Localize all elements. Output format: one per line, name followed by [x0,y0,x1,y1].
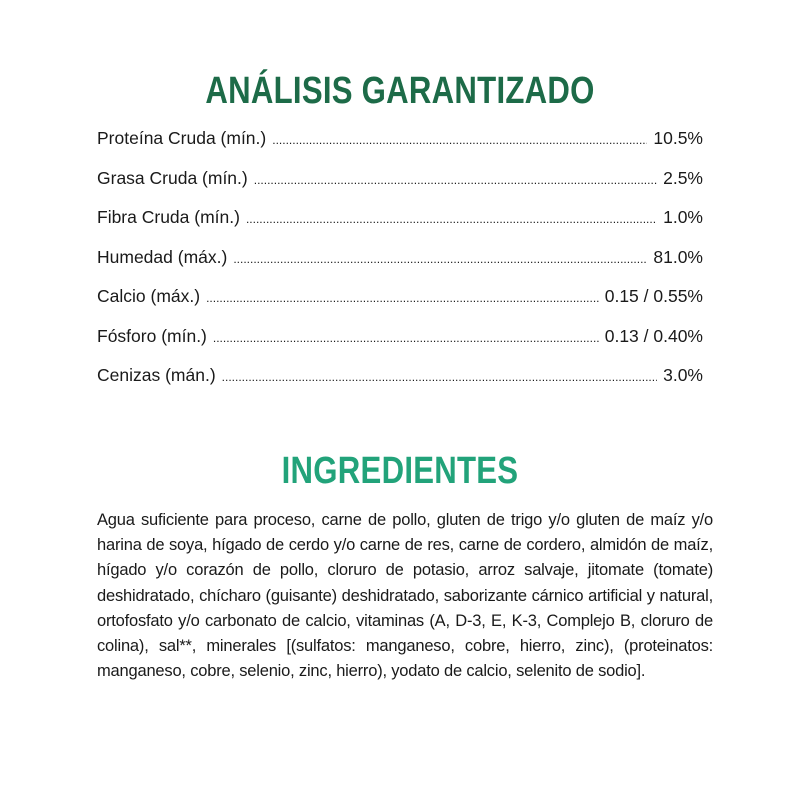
dot-leader [272,134,647,146]
row-value: 0.13 / 0.40% [604,325,703,346]
ingredients-text: Agua suficiente para proceso, carne de pollo, gluten de trigo y/o gluten de maíz y/o harina de soya, hígado de cerdo y/o carne de res, carne de cordero, almidón de maíz, hígado y/o corazón de pollo, cloruro de potasio, arroz salvaje, jitomate (tomate) deshidratado, chícharo (guisante) deshidratado, saborizante cárnico artificial y natural, ortofosfato y/o carbonato de calcio, vitaminas (A, D-3, E, K-3, Complejo B, cloruro de colina), sal**, minerales [(sulfatos: manganeso, cobre, hierro, zinc), (proteinatos: manganeso, cobre, selenio, zinc, hierro), yodato de calcio, selenito de sodio]. [97,511,713,681]
dot-leader [222,371,657,383]
dot-leader [233,253,647,265]
row-label: Humedad (máx.) [97,246,228,267]
analysis-row-phosphorus [97,326,703,366]
dot-leader [213,332,599,344]
row-value: 2.5% [663,167,703,188]
row-value: 0.15 / 0.55% [604,286,703,306]
row-label: Cenizas (mán.) [97,365,216,385]
analysis-row-fat [97,168,703,208]
row-label: Grasa Cruda (mín.) [97,167,248,188]
row-value: 3.0% [663,365,703,385]
row-label: Proteína Cruda (mín.) [97,128,267,148]
dot-leader [246,213,657,225]
dot-leader [206,292,599,304]
analysis-heading: ANÁLISIS GARANTIZADO [205,70,595,112]
row-label: Calcio (máx.) [97,286,201,306]
ingredients-heading: INGREDIENTES [281,450,519,492]
row-value: 1.0% [663,207,703,227]
analysis-row-calcium [97,286,703,326]
analysis-row-protein [97,128,703,168]
row-label: Fósforo (mín.) [97,325,207,346]
row-value: 81.0% [653,246,703,267]
dot-leader [254,174,657,186]
analysis-table [97,128,703,405]
row-label: Fibra Cruda (mín.) [97,207,240,227]
analysis-row-fiber [97,207,703,247]
row-value: 10.5% [653,128,703,148]
analysis-row-moisture [97,247,703,287]
analysis-row-ash [97,365,703,405]
